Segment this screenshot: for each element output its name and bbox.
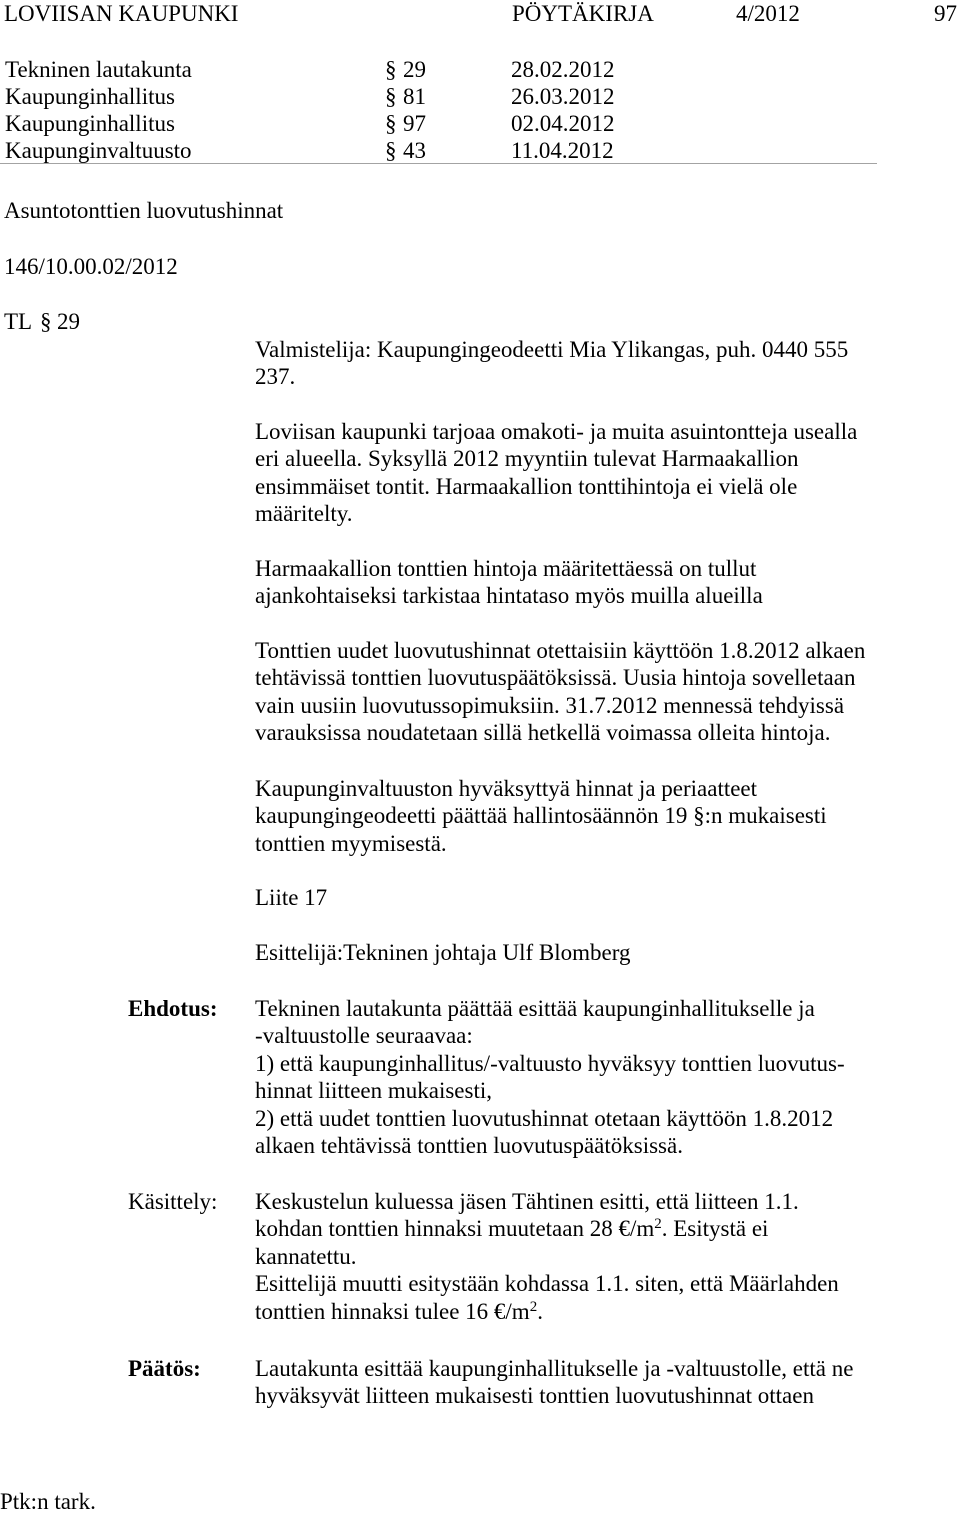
meeting-body: Kaupunginvaltuusto [5,138,192,163]
meeting-row [0,56,877,83]
preparer-line: Valmistelija: Kaupungingeodeetti Mia Ylikangas, puh. 0440 555 [255,336,849,362]
paragraph-line: Harmaakallion tonttien hintoja määritettäessä on tullut [255,555,757,581]
handling-section [255,1188,839,1326]
preparer-info [255,336,848,391]
proposal-section [255,995,845,1160]
handling-line [255,1298,839,1326]
page-number: 97 [934,1,957,26]
section-number: 29 [57,309,80,334]
preparer-line: 237. [255,364,296,389]
section-sign: § [40,309,52,334]
proposal-line: Tekninen lautakunta päättää esittää kaupunginhallitukselle ja [255,995,815,1021]
handling-text: tonttien hinnaksi tulee 16 €/m [255,1298,530,1324]
document-type: PÖYTÄKIRJA [512,1,654,26]
section-sign: § [385,111,397,136]
preparation-paragraph [255,555,763,610]
handling-line [255,1215,839,1243]
meeting-row [0,83,877,110]
paragraph-line: ensimmäiset tontit. Harmaakallion tonttihintoja ei vielä ole [255,473,798,499]
superscript-exponent: 2 [529,1298,538,1315]
paragraph-line: tonttien myymisestä. [255,830,447,856]
meeting-body: Kaupunginhallitus [5,84,175,109]
paragraph-line: määritelty. [255,501,353,526]
agenda-item-title: Asuntotonttien luovutushinnat [4,197,284,223]
meeting-row [0,110,877,137]
minutes-check-footer: Ptk:n tark. [0,1489,96,1514]
meeting-date: 02.04.2012 [511,111,615,136]
section-number: 43 [403,138,426,163]
paragraph-line: tehtävissä tonttien luovutuspäätöksissä. Uusia hintoja sovelletaan [255,665,856,690]
proposal-line: hinnat liitteen mukaisesti, [255,1078,492,1103]
handling-line: kannatettu. [255,1243,357,1269]
meeting-row [0,137,877,164]
meeting-date: 11.04.2012 [511,138,614,163]
meeting-date: 26.03.2012 [511,84,615,109]
section-number: 97 [403,111,426,136]
proposal-line: -valtuustolle seuraavaa: [255,1023,473,1048]
paragraph-line: Kaupunginvaltuuston hyväksyttyä hinnat ja periaatteet [255,775,758,801]
decision-line: hyväksyvät liitteen mukaisesti tonttien luovutushinnat ottaen [255,1383,814,1408]
section-number: 29 [403,57,426,82]
handling-line: Keskustelun kuluessa jäsen Tähtinen esitti, että liitteen 1.1. [255,1188,799,1214]
paragraph-line: kaupungingeodeetti päättää hallintosäännön 19 §:n mukaisesti [255,803,827,828]
proposal-line: 1) että kaupunginhallitus/-valtuusto hyväksyy tonttien luovutus- [255,1050,845,1076]
paragraph-line: ajankohtaiseksi tarkistaa hintataso myös muilla alueilla [255,583,763,608]
handling-text: kohdan tonttien hinnaksi muutetaan 28 €/m [255,1216,655,1241]
decision-section [255,1355,853,1410]
preparation-paragraph [255,775,827,858]
page-header [0,0,960,28]
decision-label: Päätös: [128,1355,201,1381]
superscript-exponent: 2 [654,1216,662,1232]
section-reference [0,308,200,336]
decision-line: Lautakunta esittää kaupunginhallitukselle ja -valtuustolle, että ne [255,1355,854,1381]
meetings-table [0,56,877,164]
handling-text: . [537,1298,543,1324]
proposal-line: 2) että uudet tonttien luovutushinnat otetaan käyttöön 1.8.2012 [255,1105,834,1131]
presenter-info: Esittelijä:Tekninen johtaja Ulf Blomberg [255,939,631,965]
paragraph-line: eri alueella. Syksyllä 2012 myyntiin tulevat Harmaakallion [255,446,799,471]
handling-label: Käsittely: [128,1188,218,1214]
section-sign: § [385,57,397,82]
meeting-body: Kaupunginhallitus [5,111,175,136]
handling-line: Esittelijä muutti esitystään kohdassa 1.1. siten, että Määrlahden [255,1271,839,1296]
preparation-paragraph [255,637,865,747]
paragraph-line: vain uusiin luovutussopimuksiin. 31.7.2012 mennessä tehdyissä [255,692,845,718]
preparation-paragraph [255,418,857,528]
meeting-date: 28.02.2012 [511,57,615,82]
paragraph-line: varauksissa noudatetaan sillä hetkellä voimassa olleita hintoja. [255,720,831,745]
organization-name: LOVIISAN KAUPUNKI [4,1,239,26]
section-number: 81 [403,84,426,109]
section-sign: § [385,138,397,163]
proposal-label: Ehdotus: [128,995,218,1021]
section-body: TL [4,309,33,334]
attachment-reference: Liite 17 [255,884,328,910]
minutes-number: 4/2012 [736,1,800,26]
proposal-line: alkaen tehtävissä tonttien luovutuspäätöksissä. [255,1133,683,1158]
meeting-body: Tekninen lautakunta [5,57,192,82]
handling-text: . Esitystä ei [661,1216,769,1241]
header-divider [0,163,877,164]
record-number: 146/10.00.02/2012 [4,253,178,279]
paragraph-line: Loviisan kaupunki tarjoaa omakoti- ja muita asuintontteja usealla [255,418,858,444]
paragraph-line: Tonttien uudet luovutushinnat otettaisiin käyttöön 1.8.2012 alkaen [255,637,866,663]
section-sign: § [385,84,397,109]
